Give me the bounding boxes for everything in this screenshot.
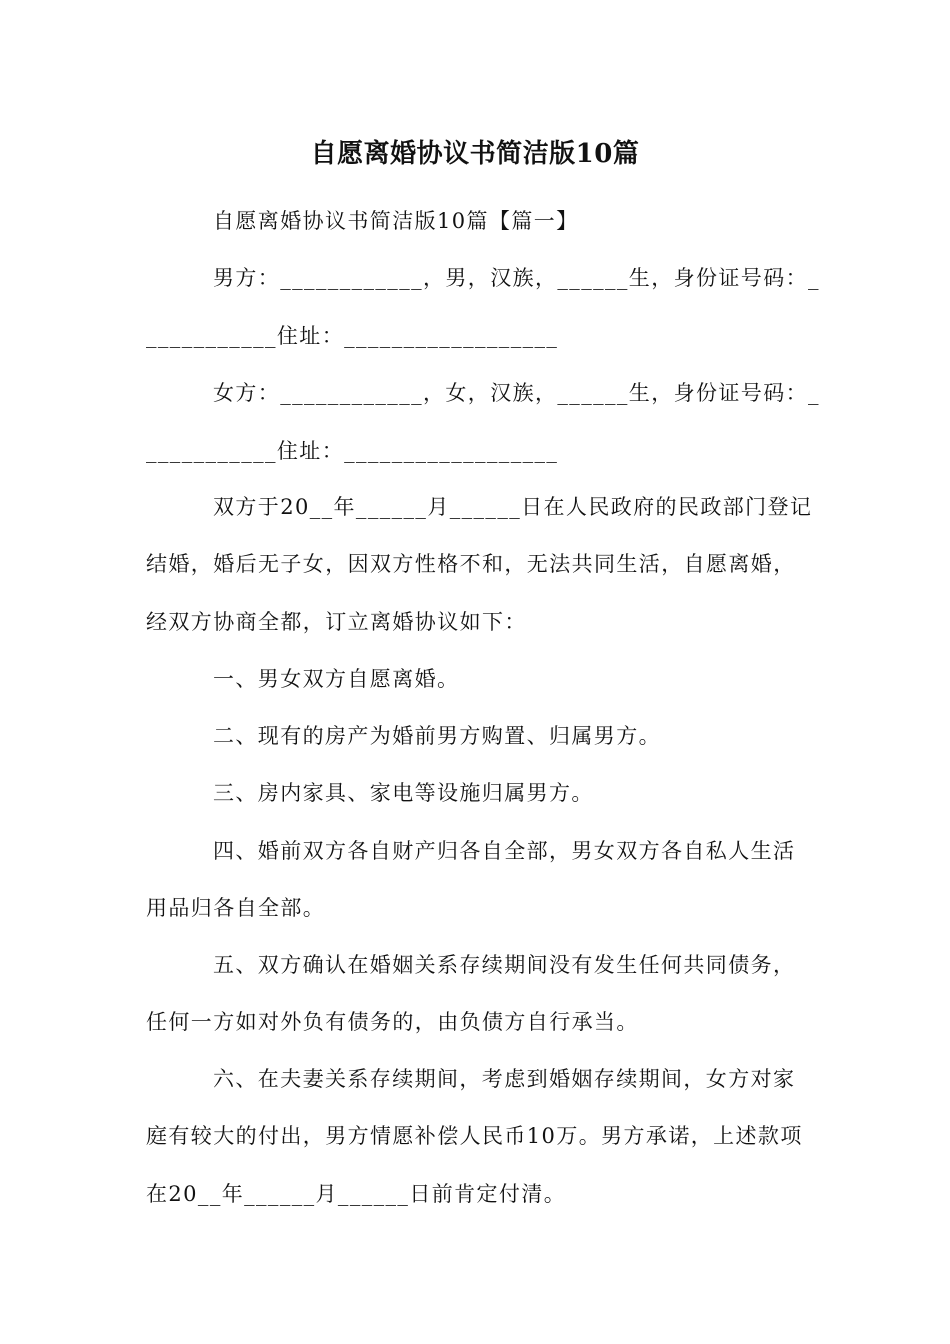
paragraph-line: ___________住址：__________________	[146, 324, 559, 348]
paragraph-line: 三、房内家具、家电等设施归属男方。	[213, 781, 594, 805]
paragraph-line: 庭有较大的付出，男方情愿补偿人民币10万。男方承诺，上述款项	[146, 1124, 803, 1148]
paragraph-line: 六、在夫妻关系存续期间，考虑到婚姻存续期间，女方对家	[213, 1067, 796, 1091]
paragraph-line: 男方：____________，男，汉族，______生，身份证号码：_	[213, 266, 820, 290]
paragraph-line: 一、男女双方自愿离婚。	[213, 667, 460, 691]
paragraph-line: 五、双方确认在婚姻关系存续期间没有发生任何共同债务，	[213, 953, 796, 977]
paragraph-line: 女方：____________，女，汉族，______生，身份证号码：_	[213, 381, 820, 405]
document-title: 自愿离婚协议书简洁版10篇	[310, 139, 640, 169]
paragraph-line: 双方于20__年______月______日在人民政府的民政部门登记	[213, 495, 813, 519]
paragraph-line: 二、现有的房产为婚前男方购置、归属男方。	[213, 724, 661, 748]
paragraph-line: ___________住址：__________________	[146, 439, 559, 463]
paragraph-line: 经双方协商全都，订立离婚协议如下：	[146, 610, 527, 634]
section-heading: 自愿离婚协议书简洁版10篇【篇一】	[213, 209, 579, 233]
paragraph-line: 结婚，婚后无子女，因双方性格不和，无法共同生活，自愿离婚，	[146, 552, 796, 576]
paragraph-line: 用品归各自全部。	[146, 896, 326, 920]
paragraph-line: 任何一方如对外负有债务的，由负债方自行承当。	[146, 1010, 639, 1034]
paragraph-line: 四、婚前双方各自财产归各自全部，男女双方各自私人生活	[213, 839, 796, 863]
paragraph-line: 在20__年______月______日前肯定付清。	[146, 1182, 567, 1206]
